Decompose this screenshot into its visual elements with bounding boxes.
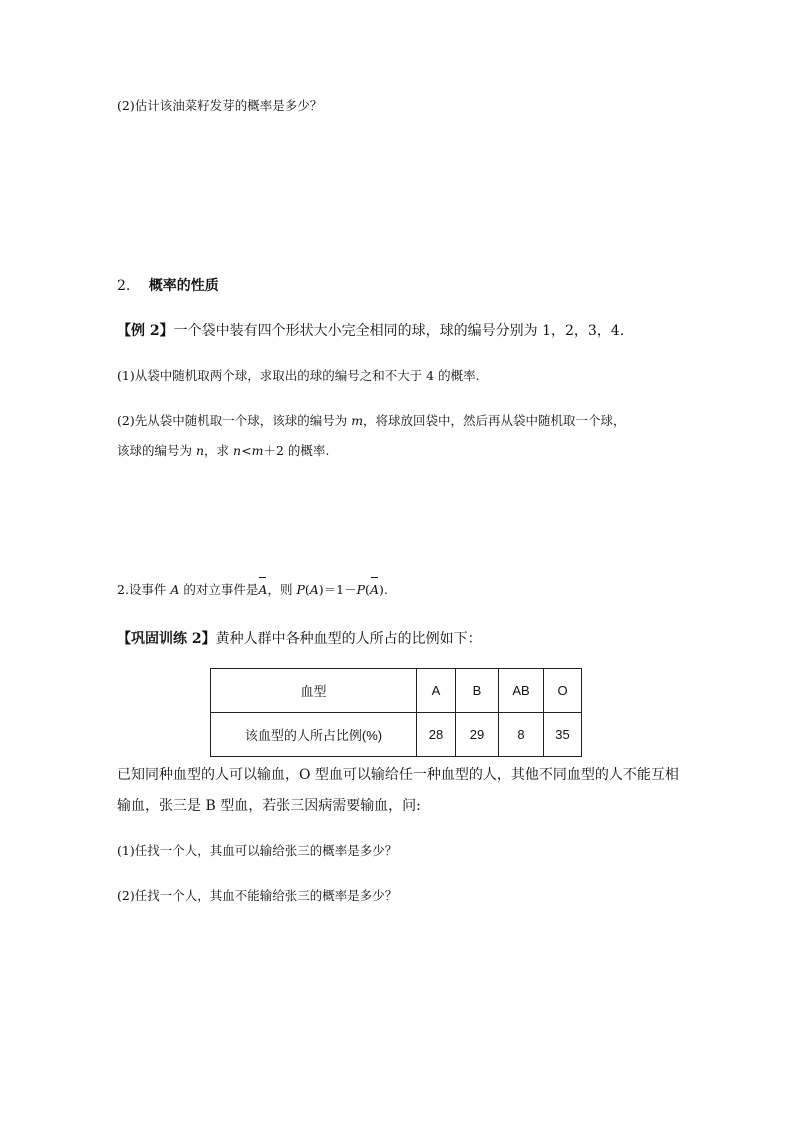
- table-cell: 8: [499, 713, 544, 757]
- complement-property: [117, 580, 388, 600]
- practice-2-part-1: (1)任找一个人，其血可以输给张三的概率是多少？: [117, 843, 398, 858]
- example-2-part-2-line-1: [117, 411, 626, 431]
- table-header-row: [211, 669, 582, 713]
- text-fragment: 的对立事件是: [179, 582, 259, 597]
- example-2-part-1: (1)从袋中随机取两个球，求取出的球的编号之和不大于 4 的概率.: [117, 368, 480, 383]
- section-number: 2.: [117, 278, 131, 294]
- variable-m: m: [351, 413, 364, 428]
- table-cell: A: [417, 669, 456, 713]
- text-fragment: ).: [378, 582, 388, 597]
- table-cell: 28: [417, 713, 456, 757]
- practice-2-part-2: (2)任找一个人，其血不能输给张三的概率是多少？: [117, 888, 398, 903]
- variable-m: m: [251, 443, 264, 458]
- variable-n: n: [233, 443, 242, 458]
- variable-n: n: [195, 443, 205, 458]
- probability-p: P: [296, 582, 305, 597]
- table-cell: 35: [544, 713, 582, 757]
- text-fragment: ，则: [267, 582, 297, 597]
- example-text: 一个袋中装有四个形状大小完全相同的球，球的编号分别为 1，2，3，4.: [173, 323, 625, 339]
- table-cell: 29: [456, 713, 499, 757]
- blood-type-table: [210, 668, 582, 757]
- paren: (: [365, 582, 370, 597]
- table-cell: 血型: [211, 669, 417, 713]
- event-a-complement: A: [370, 580, 379, 600]
- text-fragment: ＋2 的概率.: [263, 443, 330, 458]
- table-cell: B: [456, 669, 499, 713]
- event-a: A: [309, 582, 319, 597]
- table-cell: AB: [499, 669, 544, 713]
- text-fragment: 该球的编号为: [117, 443, 196, 458]
- section-heading: [117, 276, 219, 296]
- practice-2-desc-line-2: 输血，张三是 B 型血，若张三因病需要输血，问:: [117, 798, 421, 814]
- text-fragment: ，求: [204, 443, 234, 458]
- example-2-part-2-line-2: [117, 441, 329, 461]
- example-2-statement: [117, 321, 624, 341]
- practice-text: 黄种人群中各种血型的人所占的比例如下：: [215, 631, 482, 647]
- text-fragment: ，将球放回袋中，然后再从袋中随机取一个球，: [363, 413, 626, 428]
- text-fragment: 2.设事件: [117, 582, 171, 597]
- section-title: 概率的性质: [148, 278, 219, 294]
- paren: (: [304, 582, 310, 597]
- practice-2-desc-line-1: 已知同种血型的人可以输血，O 型血可以输给任一种血型的人，其他不同血型的人不能互相: [117, 767, 679, 783]
- text-fragment: )＝1－: [318, 582, 357, 597]
- table-row: [211, 713, 582, 757]
- probability-p: P: [356, 582, 366, 597]
- practice-tag: 【巩固训练 2】: [117, 631, 216, 647]
- event-a: A: [170, 582, 180, 597]
- example-tag: 【例 2】: [117, 323, 174, 339]
- table-cell: O: [544, 669, 582, 713]
- table-cell: 该血型的人所占比例(%): [211, 713, 417, 757]
- practice-2-statement: [117, 629, 482, 649]
- less-than-sign: <: [241, 443, 252, 458]
- text-fragment: (2)先从袋中随机取一个球，该球的编号为: [117, 413, 352, 428]
- event-a-complement: A: [258, 580, 267, 600]
- question-part-2: (2)估计该油菜籽发芽的概率是多少？: [117, 98, 323, 113]
